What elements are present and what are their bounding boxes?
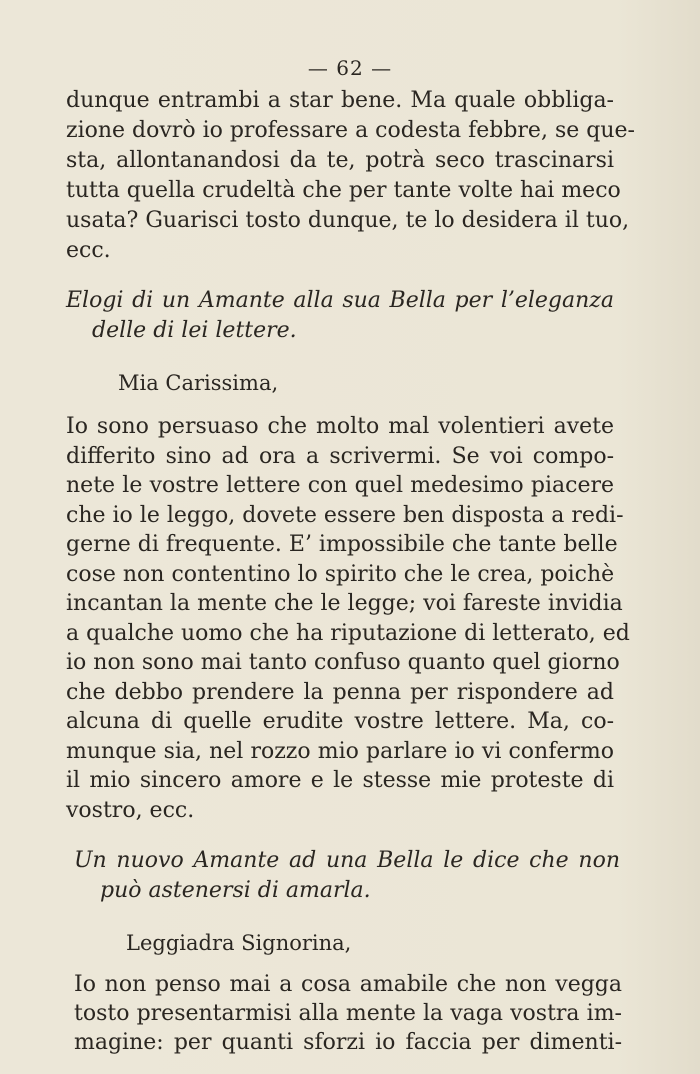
text-line: Io non penso mai a cosa amabile che non vegga — [74, 972, 622, 997]
text-line: incantan la mente che le legge; voi fareste invidia — [66, 591, 623, 616]
text-line: alcuna di quelle erudite vostre lettere. Ma, co- — [66, 709, 614, 734]
text-line: dunque entrambi a star bene. Ma quale obbliga- — [66, 88, 614, 113]
text-line: il mio sincero amore e le stesse mie proteste di — [66, 768, 614, 793]
text-line: munque sia, nel rozzo mio parlare io vi confermo — [66, 739, 614, 764]
text-line: sta, allontanandosi da te, potrà seco trascinarsi — [66, 148, 614, 173]
section-heading: delle di lei lettere. — [92, 318, 297, 343]
salutation: Leggiadra Signorina, — [126, 931, 352, 955]
text-line: zione dovrò io professare a codesta febbre, se que- — [66, 118, 635, 143]
text-line: gerne di frequente. E’ impossibile che tante belle — [66, 532, 618, 557]
text-line: nete le vostre lettere con quel medesimo piacere — [66, 473, 614, 498]
salutation: Mia Carissima, — [118, 371, 279, 395]
text-line: Io sono persuaso che molto mal volentieri avete — [66, 414, 614, 439]
section-heading: Elogi di un Amante alla sua Bella per l’eleganza — [66, 288, 614, 313]
page-number: — 62 — — [307, 56, 393, 80]
text-line: io non sono mai tanto confuso quanto quel giorno — [66, 650, 620, 675]
text-line: cose non contentino lo spirito che le crea, poichè — [66, 562, 615, 587]
section-heading: può astenersi di amarla. — [100, 878, 371, 903]
text-line: magine: per quanti sforzi io faccia per dimenti- — [74, 1030, 622, 1055]
text-line: a qualche uomo che ha riputazione di letterato, ed — [66, 621, 630, 646]
text-line: tosto presentarmisi alla mente la vaga vostra im- — [74, 1001, 622, 1026]
text-line: ecc. — [66, 238, 111, 263]
text-line: usata? Guarisci tosto dunque, te lo desidera il tuo, — [66, 208, 630, 233]
section-heading: Un nuovo Amante ad una Bella le dice che non — [74, 848, 620, 873]
text-line: tutta quella crudeltà che per tante volte hai meco — [66, 178, 621, 203]
text-line: differito sino ad ora a scrivermi. Se voi compo- — [66, 444, 614, 469]
text-line: vostro, ecc. — [66, 798, 195, 823]
text-line: che debbo prendere la penna per rispondere ad — [66, 680, 614, 705]
text-line: che io le leggo, dovete essere ben disposta a redi- — [66, 503, 624, 528]
